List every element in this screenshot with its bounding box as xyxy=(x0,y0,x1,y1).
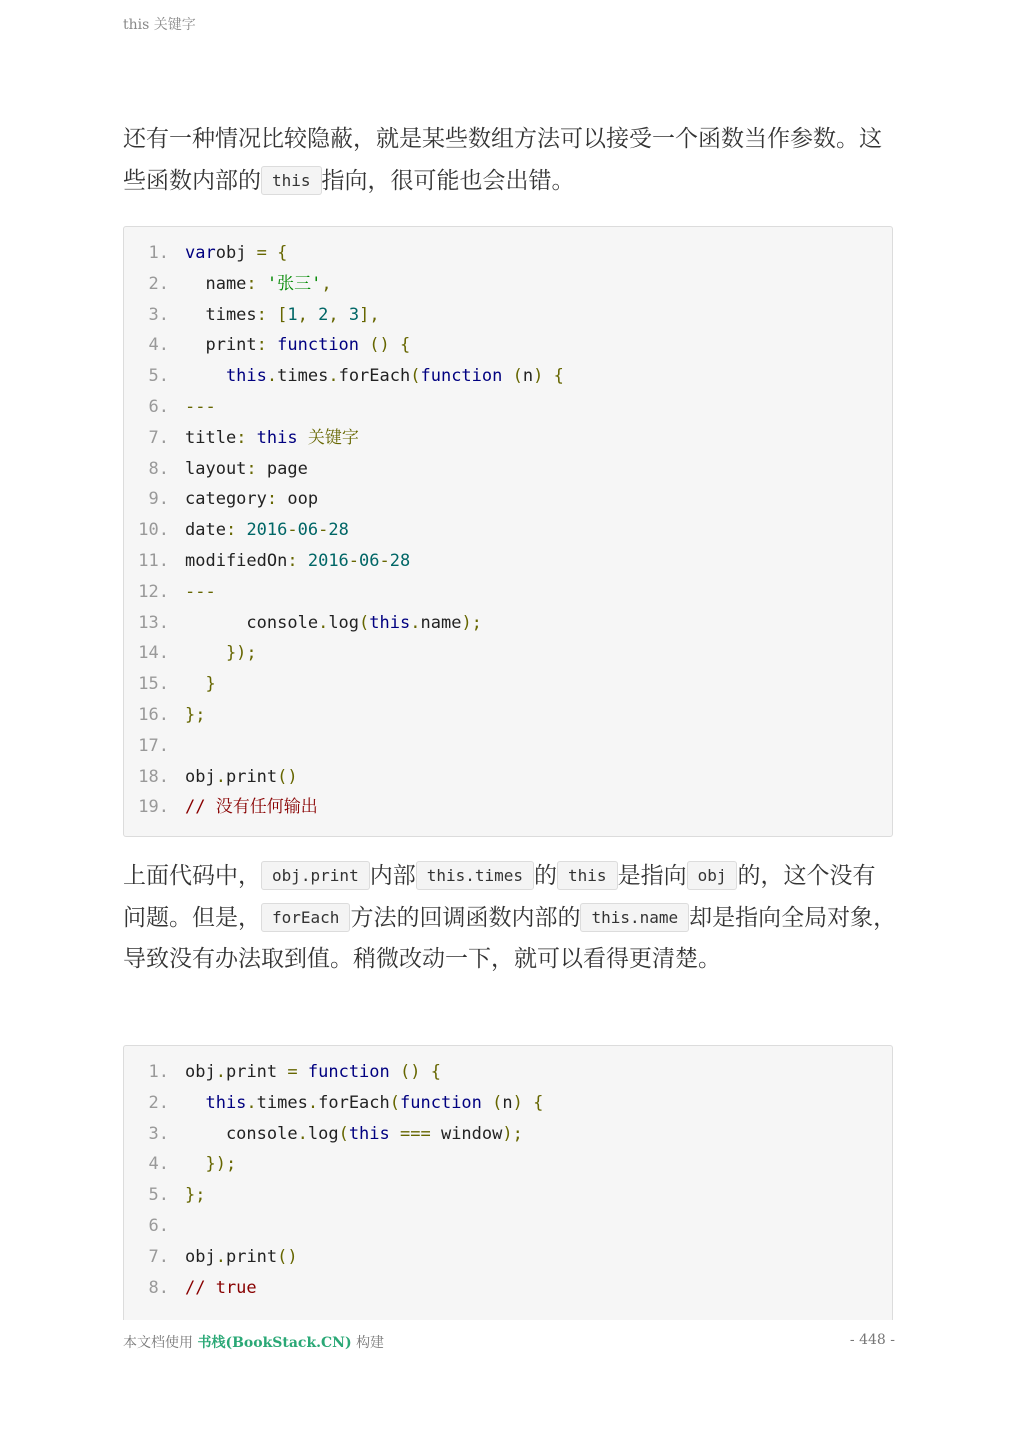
code-text: } xyxy=(185,674,216,695)
inline-code-this: this xyxy=(557,861,618,890)
line-number: 7. xyxy=(148,1246,169,1267)
code-line xyxy=(124,731,892,762)
line-number: 2. xyxy=(148,1092,169,1113)
code-line xyxy=(124,515,892,546)
code-line xyxy=(124,762,892,793)
code-block-1 xyxy=(123,226,893,837)
footer-credit: 本文档使用 书栈(BookStack.CN) 构建 xyxy=(123,1335,385,1351)
footer-brand-link[interactable]: 书栈(BookStack.CN) xyxy=(197,1335,352,1351)
code-line xyxy=(124,1119,892,1150)
code-text: --- xyxy=(185,581,216,602)
line-number: 8. xyxy=(148,458,169,479)
line-number: 5. xyxy=(148,1185,169,1206)
code-line xyxy=(124,423,892,454)
line-number: 3. xyxy=(148,1123,169,1144)
code-text: obj.print() xyxy=(185,766,298,787)
code-text: // 没有任何输出 xyxy=(185,797,318,818)
line-number: 5. xyxy=(148,366,169,387)
code-line xyxy=(124,1057,892,1088)
code-line xyxy=(124,1242,892,1273)
line-number: 15. xyxy=(138,674,169,695)
code-text: date: 2016-06-28 xyxy=(185,520,349,541)
code-text: this.times.forEach(function (n) { xyxy=(185,1092,544,1113)
line-number: 17. xyxy=(138,735,169,756)
code-text: }); xyxy=(185,1154,237,1175)
code-line xyxy=(124,577,892,608)
line-number: 6. xyxy=(148,1215,169,1236)
code-text: console.log(this === window); xyxy=(185,1123,523,1144)
code-text: --- xyxy=(185,396,216,417)
code-text: times: [1, 2, 3], xyxy=(185,304,380,325)
code-line xyxy=(124,300,892,331)
inline-code-obj-print: obj.print xyxy=(261,861,370,890)
code-block-2 xyxy=(123,1045,893,1320)
code-line xyxy=(124,608,892,639)
code-line xyxy=(124,1088,892,1119)
code-text: layout: page xyxy=(185,458,308,479)
code-line xyxy=(124,546,892,577)
code-line xyxy=(124,638,892,669)
code-text: obj.print = function () { xyxy=(185,1062,441,1082)
line-number: 14. xyxy=(138,643,169,664)
line-number: 8. xyxy=(148,1277,169,1298)
line-number: 4. xyxy=(148,1154,169,1175)
code-line xyxy=(124,361,892,392)
line-number: 13. xyxy=(138,612,169,633)
inline-code-this-name: this.name xyxy=(580,903,689,932)
inline-code-this-times: this.times xyxy=(416,861,534,890)
line-number: 7. xyxy=(148,427,169,448)
code-line xyxy=(124,700,892,731)
running-header: this 关键字 xyxy=(123,17,196,33)
line-number: 16. xyxy=(138,704,169,725)
code-text: title: this 关键字 xyxy=(185,427,359,448)
code-line xyxy=(124,238,892,269)
code-text: name: '张三', xyxy=(185,273,332,294)
inline-code-foreach: forEach xyxy=(261,903,350,932)
code-line xyxy=(124,1149,892,1180)
code-line xyxy=(124,1180,892,1211)
paragraph-intro: 还有一种情况比较隐蔽，就是某些数组方法可以接受一个函数当作参数。这些函数内部的 this 指向，很可能也会出错。 xyxy=(123,126,882,194)
line-number: 4. xyxy=(148,335,169,356)
line-number: 1. xyxy=(148,1062,169,1082)
code-text: category: oop xyxy=(185,489,319,510)
inline-code-this: this xyxy=(261,166,322,195)
inline-code-obj: obj xyxy=(687,861,738,890)
code-text: modifiedOn: 2016-06-28 xyxy=(185,550,411,571)
line-number: 12. xyxy=(138,581,169,602)
code-text: }; xyxy=(185,704,206,725)
paragraph-explanation: 上面代码中， obj.print 内部 this.times 的 this 是指向 obj 的，这个没有问题。但是， forEach 方法的回调函数内部的 this.name 却是指向全局对象，导致没有办法取到值。稍微改动一下，就可以看得更清楚。 xyxy=(123,863,897,972)
code-text: this.times.forEach(function (n) { xyxy=(185,366,564,387)
code-line xyxy=(124,1211,892,1242)
code-line xyxy=(124,330,892,361)
code-line xyxy=(124,454,892,485)
line-number: 6. xyxy=(148,396,169,417)
code-text: console.log(this.name); xyxy=(185,612,482,633)
line-number: 19. xyxy=(138,797,169,818)
code-line xyxy=(124,792,892,823)
code-line xyxy=(124,669,892,700)
code-text: print: function () { xyxy=(185,335,411,356)
code-text: varobj = { xyxy=(185,243,288,263)
line-number: 18. xyxy=(138,766,169,787)
line-number: 2. xyxy=(148,273,169,294)
line-number: 9. xyxy=(148,489,169,510)
code-text: }); xyxy=(185,643,257,664)
code-text: obj.print() xyxy=(185,1246,298,1267)
line-number: 3. xyxy=(148,304,169,325)
code-text: // true xyxy=(185,1277,257,1298)
line-number: 10. xyxy=(138,520,169,541)
code-text: }; xyxy=(185,1185,206,1206)
line-number: 1. xyxy=(148,243,169,263)
code-line xyxy=(124,392,892,423)
page-number: - 448 - xyxy=(849,1332,895,1348)
code-line xyxy=(124,484,892,515)
line-number: 11. xyxy=(138,550,169,571)
code-line xyxy=(124,1273,892,1304)
code-line xyxy=(124,269,892,300)
